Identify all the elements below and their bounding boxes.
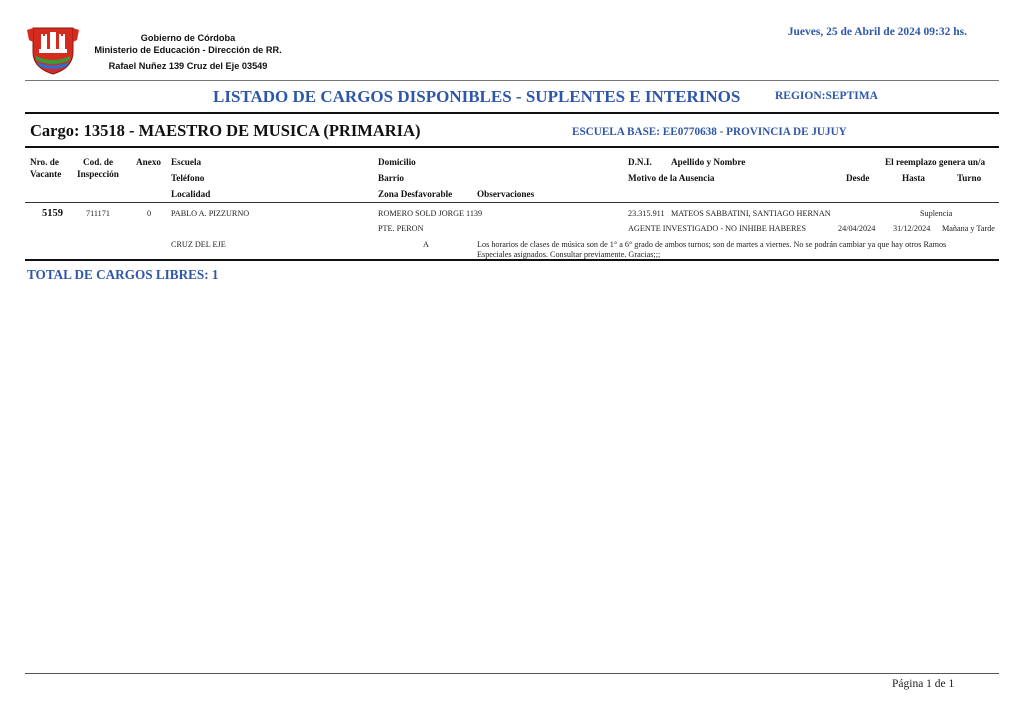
cell-apellido-nombre: MATEOS SABBATINI, SANTIAGO HERNAN — [671, 209, 831, 218]
page-number: Página 1 de 1 — [892, 678, 955, 690]
cordoba-coat-of-arms-logo — [27, 22, 79, 78]
region-label: REGION:SEPTIMA — [775, 90, 878, 102]
col-escuela: Escuela — [171, 157, 202, 167]
org-address: Rafael Nuñez 139 Cruz del Eje 03549 — [108, 61, 268, 71]
col-nro-vacante-2: Vacante — [30, 169, 62, 179]
cell-reemplazo: Suplencia — [920, 209, 953, 218]
col-motivo-ausencia: Motivo de la Ausencia — [628, 173, 715, 183]
col-observaciones: Observaciones — [477, 189, 535, 199]
col-turno: Turno — [957, 173, 982, 183]
cell-desde: 24/04/2024 — [838, 224, 876, 233]
cell-cod-inspeccion: 711171 — [86, 209, 110, 218]
cell-localidad: CRUZ DEL EJE — [171, 240, 226, 249]
cell-anexo: 0 — [147, 209, 152, 218]
col-desde: Desde — [846, 173, 870, 183]
col-apellido-nombre: Apellido y Nombre — [671, 157, 746, 167]
col-reemplazo: El reemplazo genera un/a — [885, 157, 986, 167]
col-dni: D.N.I. — [628, 157, 652, 167]
col-cod-inspeccion-2: Inspección — [77, 169, 119, 179]
col-barrio: Barrio — [378, 173, 405, 183]
total-cargos-libres: TOTAL DE CARGOS LIBRES: 1 — [27, 267, 219, 282]
header-row-divider — [25, 202, 999, 203]
col-localidad: Localidad — [171, 189, 211, 199]
cell-nro-vacante: 5159 — [42, 208, 63, 219]
cell-zona-desfavorable: A — [423, 240, 429, 249]
title-divider — [25, 112, 999, 114]
report-header — [0, 0, 1024, 80]
header-divider — [25, 80, 999, 81]
escuela-base-label: ESCUELA BASE: EE0770638 - PROVINCIA DE JUJUY — [572, 126, 847, 138]
col-cod-inspeccion-1: Cod. de — [83, 157, 114, 167]
col-nro-vacante-1: Nro. de — [30, 157, 59, 167]
col-zona-desfavorable: Zona Desfavorable — [378, 189, 453, 199]
cell-hasta: 31/12/2024 — [893, 224, 931, 233]
cell-escuela: PABLO A. PIZZURNO — [171, 209, 250, 218]
col-anexo: Anexo — [136, 157, 162, 167]
col-domicilio: Domicilio — [378, 157, 416, 167]
table-bottom-divider — [25, 259, 999, 261]
cell-motivo-ausencia: AGENTE INVESTIGADO - NO INHIBE HABERES — [628, 224, 807, 233]
org-ministry: Ministerio de Educación - Dirección de RR. — [94, 45, 282, 55]
cell-turno: Mañana y Tarde — [942, 224, 995, 233]
org-name: Gobierno de Córdoba — [140, 33, 236, 43]
cargo-heading: Cargo: 13518 - MAESTRO DE MUSICA (PRIMARIA) — [30, 121, 421, 140]
col-telefono: Teléfono — [171, 173, 205, 183]
cargo-divider — [25, 146, 999, 148]
col-hasta: Hasta — [902, 173, 925, 183]
cell-dni: 23.315.911 — [628, 209, 665, 218]
footer-divider — [25, 673, 999, 674]
report-title: LISTADO DE CARGOS DISPONIBLES - SUPLENTES E INTERINOS — [213, 87, 741, 106]
cell-domicilio: ROMERO SOLD JORGE 1139 — [378, 209, 483, 218]
report-datetime: Jueves, 25 de Abril de 2024 09:32 hs. — [787, 26, 967, 38]
cell-barrio: PTE. PERON — [378, 224, 424, 233]
cell-observaciones: Los horarios de clases de música son de 1° a 6° grado de ambos turnos; son de martes a viernes. No se podrán cambiar ya que hay otros Ramos Especiales asignados. Consultar previamente. Gracias;;; — [477, 240, 947, 259]
organization-block — [84, 32, 292, 72]
